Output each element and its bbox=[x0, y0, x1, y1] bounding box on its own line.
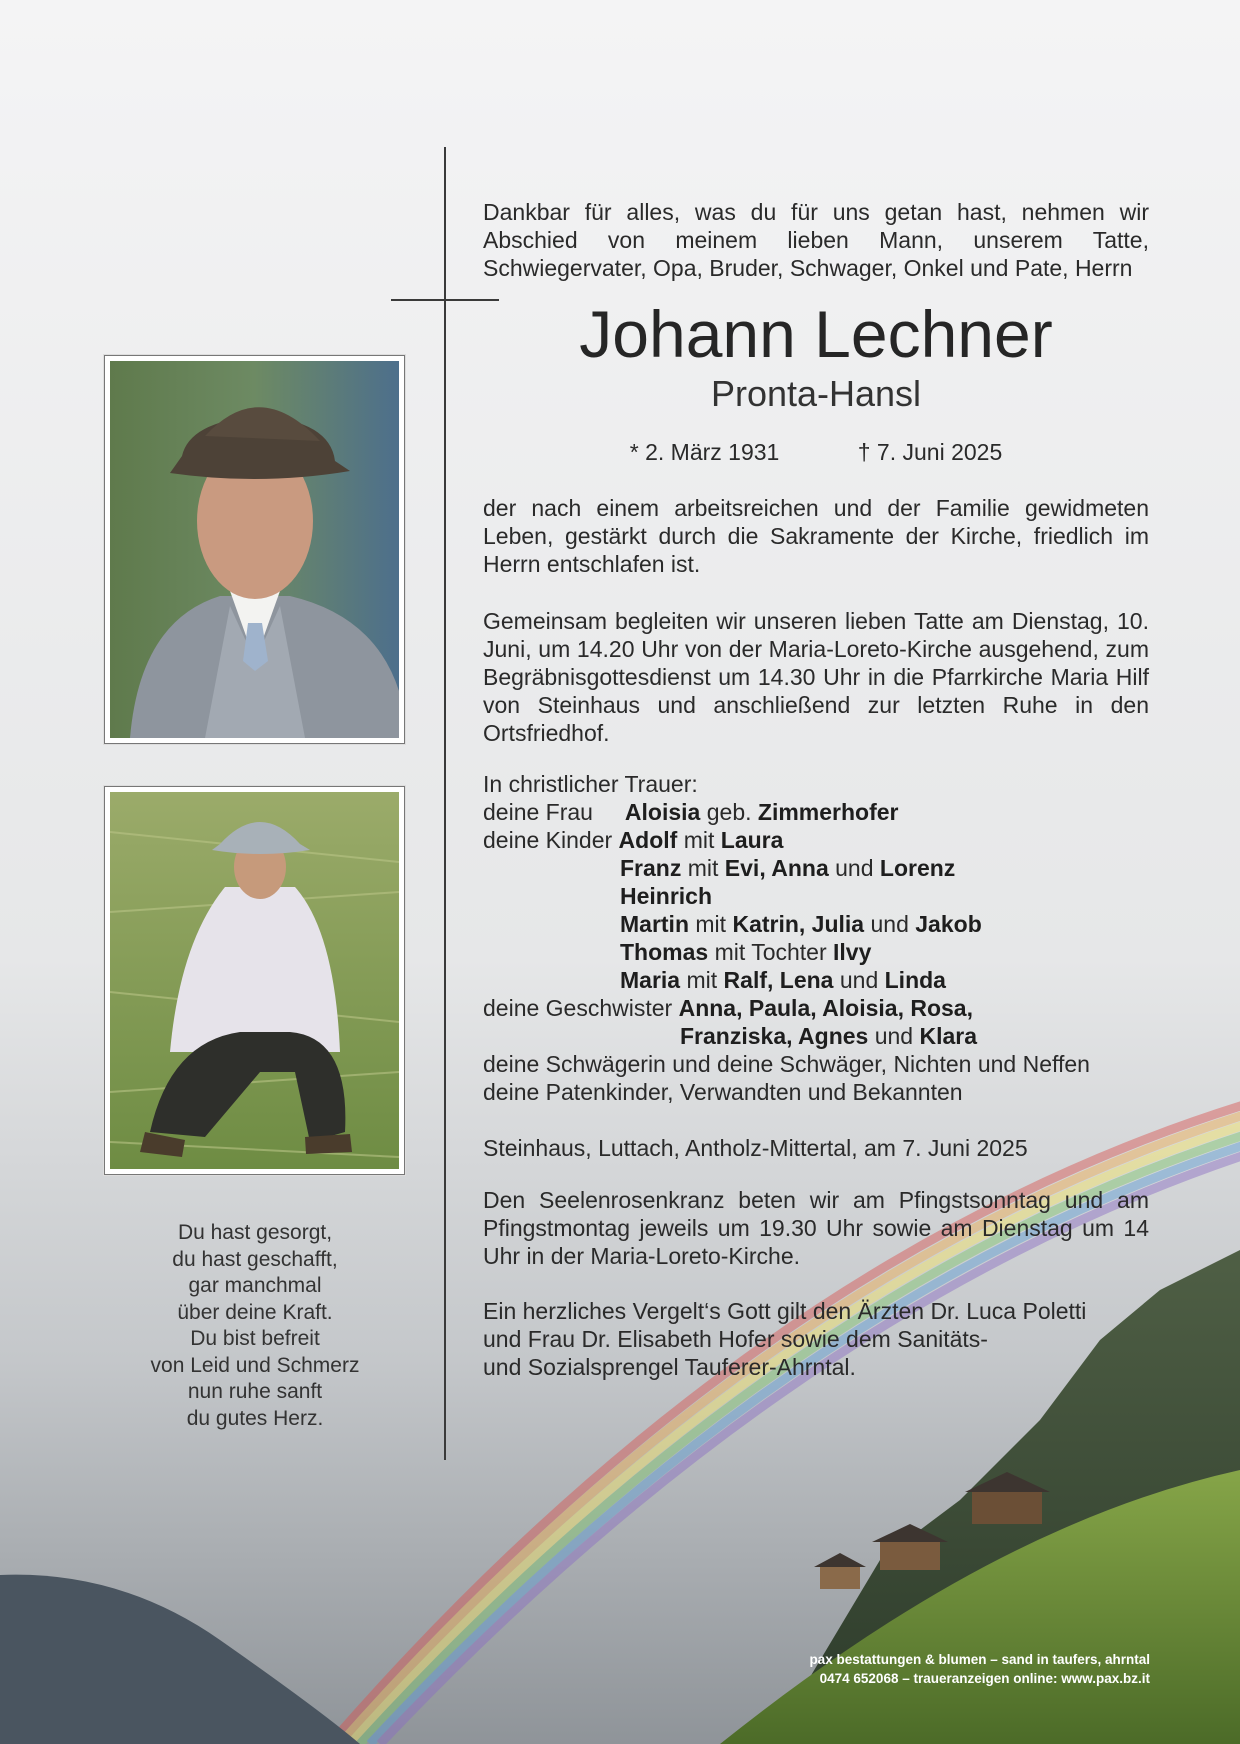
meadow-photo bbox=[104, 786, 405, 1175]
mourner-child: Thomas mit Tochter Ilvy bbox=[620, 939, 872, 965]
place-date: Steinhaus, Luttach, Antholz-Mittertal, am 7. Juni 2025 bbox=[483, 1135, 1028, 1161]
poem-line: Du hast gesorgt, bbox=[177, 1221, 333, 1244]
mourner-godchildren: deine Patenkinder, Verwandten und Bekannten bbox=[483, 1079, 963, 1105]
mourners-heading: In christlicher Trauer: bbox=[483, 771, 698, 797]
poem-line: nun ruhe sanft bbox=[187, 1380, 323, 1403]
mourner-siblings: deine Geschwister Anna, Paula, Aloisia, Rosa, bbox=[483, 995, 973, 1021]
mourner-child: Maria mit Ralf, Lena und Linda bbox=[620, 967, 946, 993]
mourners-list bbox=[483, 770, 1203, 1106]
memorial-poem bbox=[130, 1220, 380, 1432]
poem-line: gar manchmal bbox=[188, 1274, 322, 1297]
poem-line: von Leid und Schmerz bbox=[150, 1353, 360, 1377]
mourner-child: Martin mit Katrin, Julia und Jakob bbox=[620, 911, 982, 937]
mourner-siblings-cont: Franziska, Agnes und Klara bbox=[680, 1023, 978, 1049]
mourner-wife: deine Frau Aloisia geb. Zimmerhofer bbox=[483, 799, 899, 825]
death-date: † 7. Juni 2025 bbox=[857, 439, 1003, 465]
life-dates bbox=[483, 437, 1149, 467]
poem-line: über deine Kraft. bbox=[177, 1300, 333, 1324]
footer-line: 0474 652068 – traueranzeigen online: www.pax.bz.it bbox=[819, 1671, 1150, 1686]
cross-vertical-line bbox=[444, 147, 446, 1460]
mourner-inlaws: deine Schwägerin und deine Schwäger, Nichten und Neffen bbox=[483, 1051, 1090, 1077]
nickname: Pronta-Hansl bbox=[710, 373, 922, 414]
thanks-line: und Sozialsprengel Tauferer-Ahrntal. bbox=[483, 1354, 856, 1380]
poem-line: du hast geschafft, bbox=[172, 1247, 338, 1271]
birth-date: * 2. März 1931 bbox=[629, 439, 780, 465]
thanks-line: und Frau Dr. Elisabeth Hofer sowie dem Sanitäts- bbox=[483, 1326, 988, 1352]
mourner-child: Franz mit Evi, Anna und Lorenz bbox=[620, 855, 956, 881]
mourner-children: deine Kinder Adolf mit Laura bbox=[483, 827, 784, 853]
poem-line: du gutes Herz. bbox=[186, 1406, 324, 1430]
mourner-child: Heinrich bbox=[620, 883, 713, 909]
thanks-paragraph bbox=[483, 1297, 1149, 1381]
funeral-paragraph: Gemeinsam begleiten wir unseren lieben Tatte am Dienstag, 10. Juni, um 14.20 Uhr von der Maria-Loreto-Kirche ausgehend, zum Begräbnisgottesdienst um 14.30 Uhr in die Pfarrkirche Maria Hilf von Steinhaus und anschließend zur letzten Ruhe in den Ortsfriedhof. bbox=[483, 608, 1149, 746]
passing-paragraph: der nach einem arbeitsreichen und der Familie gewidmeten Leben, gestärkt durch die Sakramente der Kirche, friedlich im Herrn entschlafen ist. bbox=[483, 495, 1149, 577]
portrait-photo bbox=[104, 355, 405, 744]
thanks-line: Ein herzliches Vergelt‘s Gott gilt den Ärzten Dr. Luca Poletti bbox=[483, 1298, 1087, 1324]
intro-text: Dankbar für alles, was du für uns getan hast, nehmen wir Abschied von meinem lieben Mann, unserem Tatte, Schwiegervater, Opa, Bruder, Schwager, Onkel und Pate, Herrn bbox=[483, 199, 1149, 281]
deceased-name: Johann Lechner bbox=[579, 297, 1053, 371]
rosary-paragraph: Den Seelenrosenkranz beten wir am Pfingstsonntag und am Pfingstmontag jeweils um 19.30 Uhr sowie am Dienstag um 14 Uhr in der Maria-Loreto-Kirche. bbox=[483, 1187, 1149, 1269]
funeral-home-footer bbox=[760, 1650, 1150, 1688]
footer-line: pax bestattungen & blumen – sand in taufers, ahrntal bbox=[809, 1652, 1150, 1667]
poem-line: Du bist befreit bbox=[190, 1327, 320, 1350]
